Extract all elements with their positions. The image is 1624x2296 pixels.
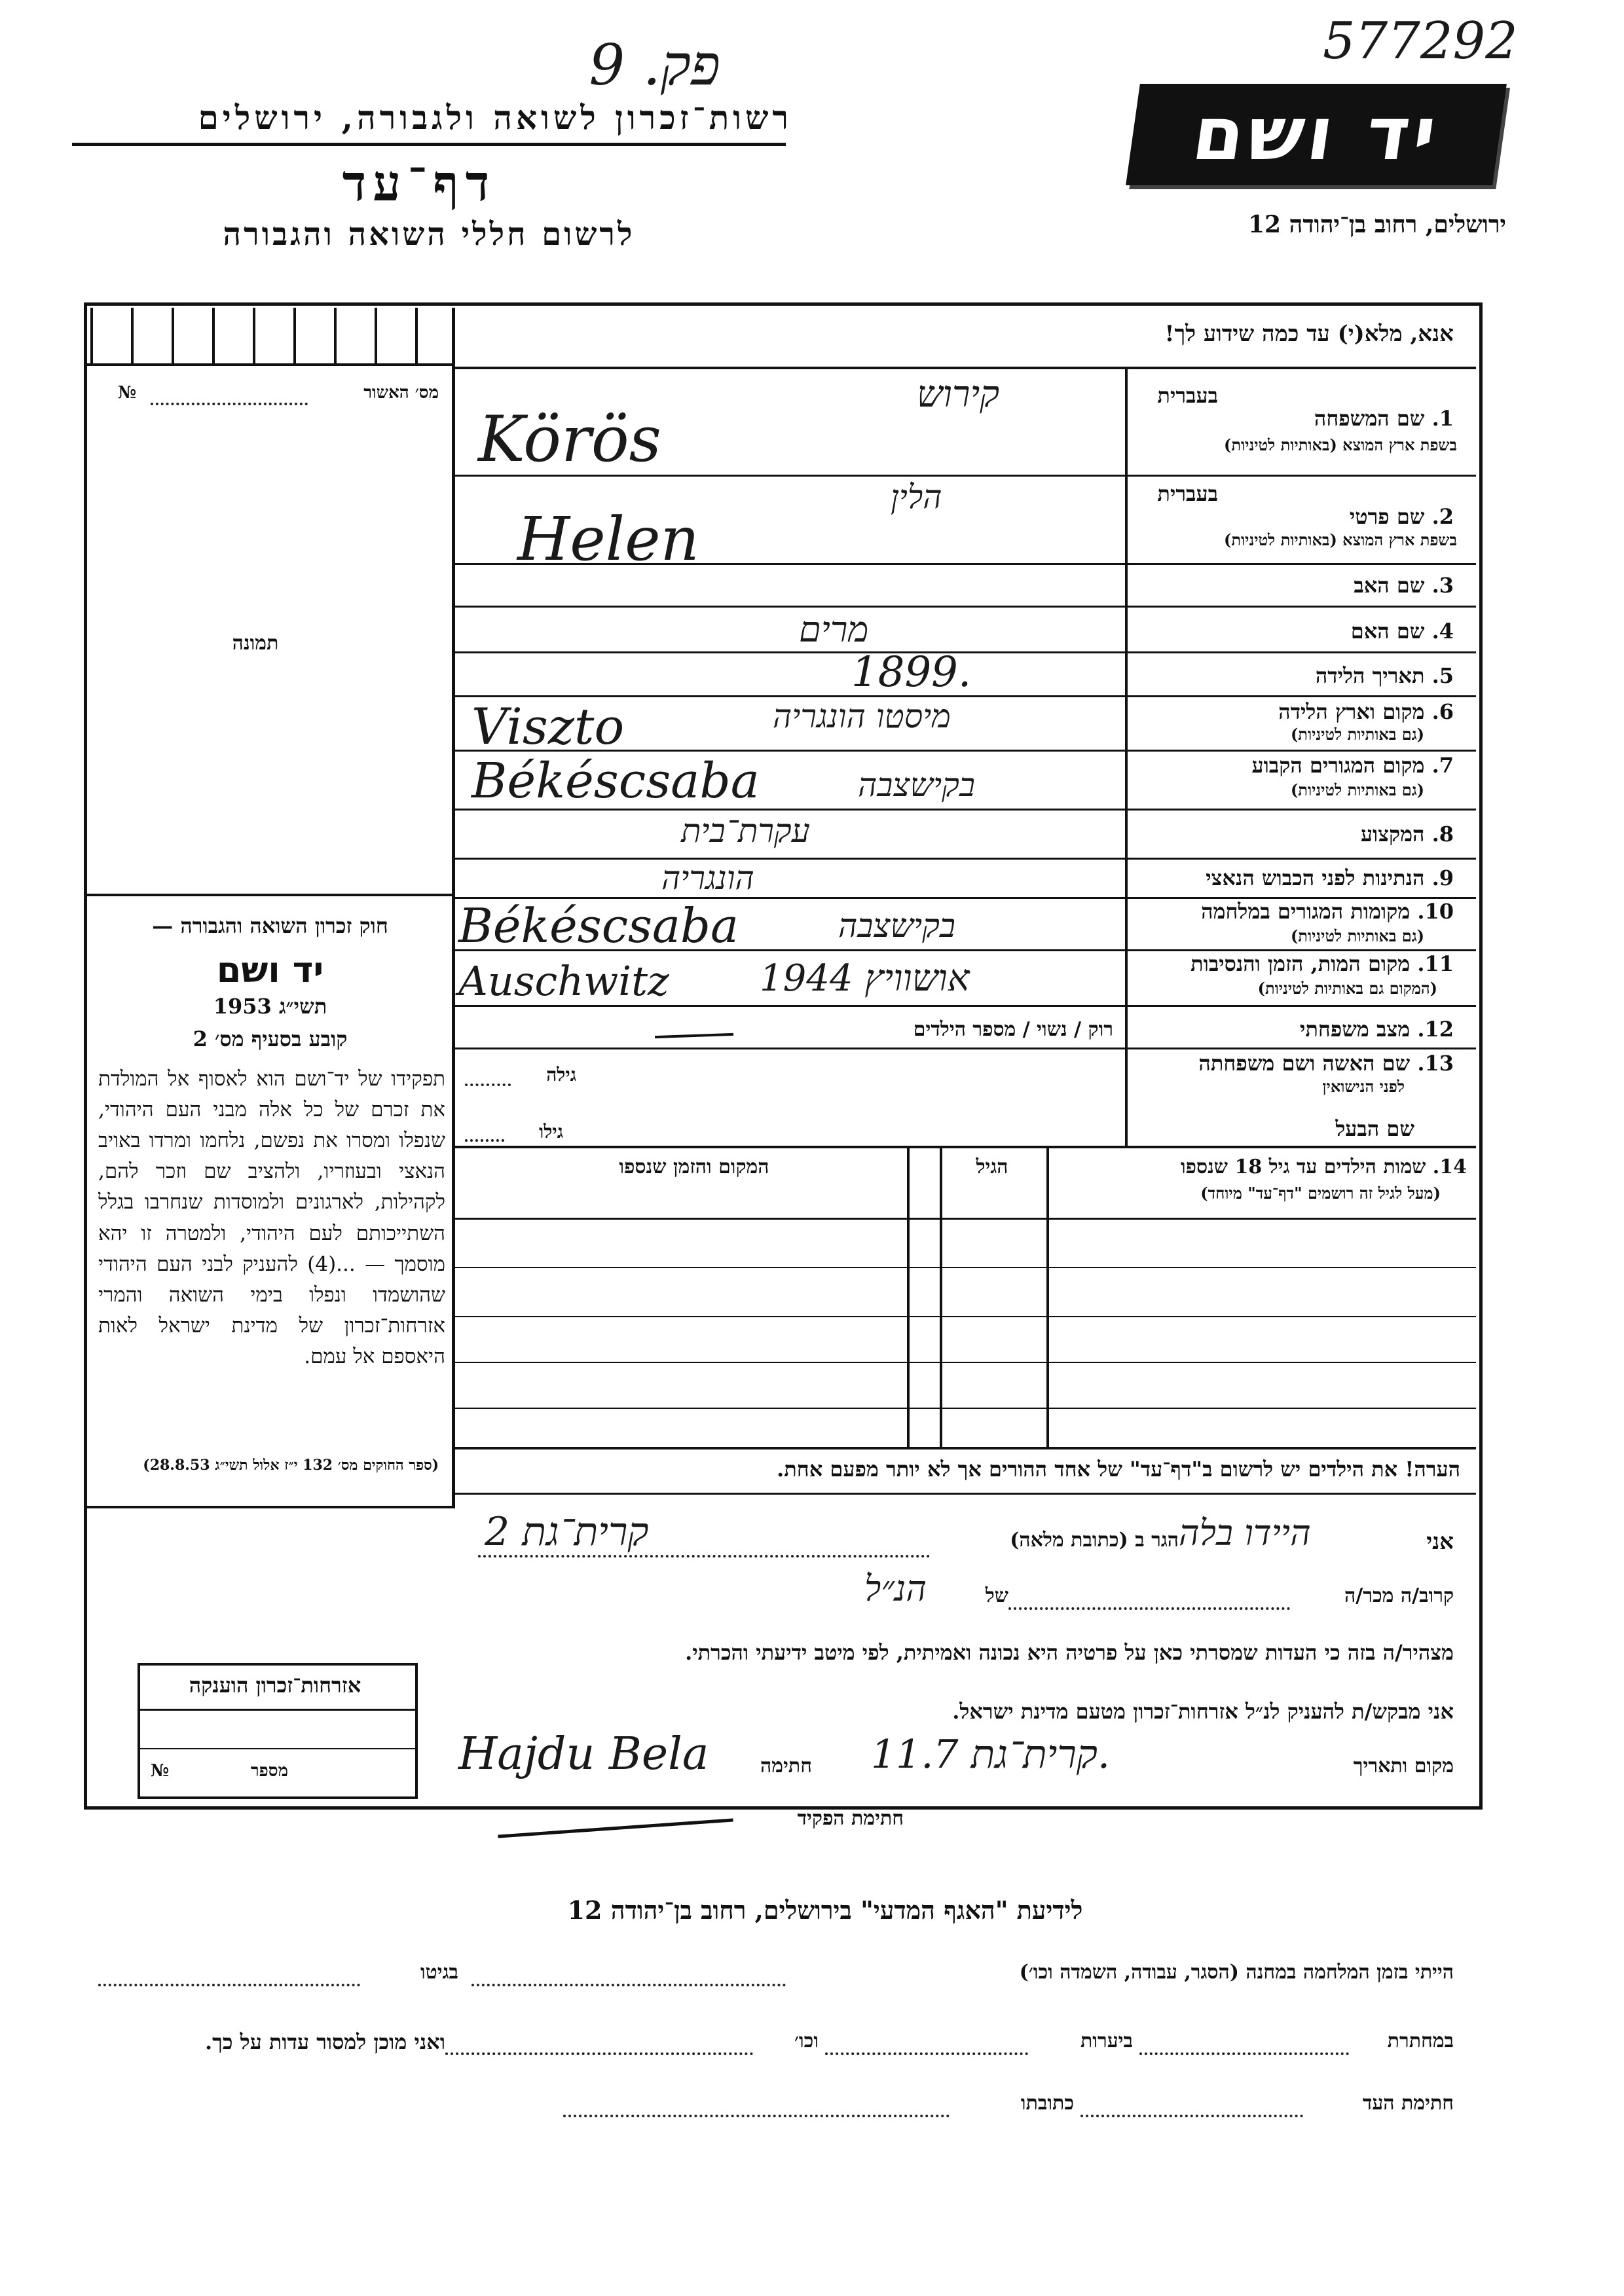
f6-label: 6. מקום וארץ הלידה (1278, 699, 1454, 724)
photo-label: תמונה (232, 632, 279, 655)
footer-line2-ready: ואני מוכן למסור עדות על כך. (204, 2030, 445, 2054)
f6-value-hebrew[interactable]: מיסטו הונגריה (773, 697, 951, 735)
law-body: תפקידו של יד־ושם הוא לאסוף אל המולדת את זכרם של כל אלה מבני העם היהודי, שנפלו ומסרו את נפשם, נלחמו ומרדו באויב הנאצי ובעוזריו, ולהציב שם וזכר להם, לקהילות, לארגונים ולמוסדות שנחרבו בגלל השתייכותם לעם היהודי, ולמטרה זו יהא מוסמך — ...(4) להעניק לבני העם היהודי שהושמדו ונפלו בימי השואה והמרי אזרחות־זכרון של מדינת ישראל לאות היאספם אל עמם. (98, 1067, 445, 1368)
children-bottom-rule (452, 1447, 1476, 1449)
wife-age-label: גילה (546, 1064, 576, 1085)
children-col-2 (940, 1146, 942, 1447)
f7-sub: (גם באותיות לטיניות) (1290, 780, 1424, 799)
citizenship-line (140, 1748, 415, 1749)
wife-age-field[interactable] (465, 1084, 511, 1086)
children-col-3 (907, 1146, 910, 1447)
residing-label: הגר ב (כתובת מלאה) (1010, 1529, 1179, 1552)
f13-sub: לפני הנישואין (1322, 1077, 1405, 1096)
approval-tick-boxes (90, 308, 452, 363)
children-place-header: המקום והזמן שנספו (619, 1156, 769, 1178)
footer-address-field[interactable] (563, 2115, 950, 2117)
row-rule-4 (452, 606, 1476, 608)
f1-sub: בשפת ארץ המוצא (באותיות לטיניות) (1224, 435, 1457, 454)
footer-witness-signature-label: חתימת העד (1362, 2092, 1454, 2115)
footer-line2-etc: וכו׳ (794, 2030, 819, 2052)
row-rule-14 (452, 1146, 1476, 1148)
f1-label: 1. שם המשפחה (1314, 406, 1454, 431)
children-col-1 (1046, 1146, 1049, 1447)
f7-label: 7. מקום המגורים הקבוע (1251, 753, 1454, 778)
children-age-header: הגיל (976, 1156, 1008, 1178)
footer-line2-forests: ביערות (1080, 2030, 1133, 2052)
citizenship-number-label: מספר (250, 1761, 288, 1781)
footer-etc-field[interactable] (445, 2052, 753, 2055)
footer-camp-field[interactable] (471, 1984, 786, 1986)
relative-label: קרוב/ה מכר/ה (1344, 1584, 1454, 1607)
children-names-header: 14. שמות הילדים עד גיל 18 שנספו (1180, 1156, 1467, 1178)
logo-text: יד ושם (1187, 92, 1445, 177)
f2-value-latin[interactable]: Helen (517, 504, 699, 574)
header-address: ירושלים, רחוב בן־יהודה 12 (1247, 211, 1506, 238)
footer-address-label: כתובתו (1020, 2092, 1074, 2115)
f1-value-hebrew[interactable]: קירוש (917, 373, 1000, 416)
footer-ghetto-field[interactable] (98, 1984, 360, 1986)
declaration-text: מצהיר/ה בזה כי העדות שמסרתי כאן על פרטיה היא נכונה ואמיתית, לפי מיטב ידיעתי והכרתי. (685, 1640, 1454, 1665)
header-rule (72, 143, 786, 146)
children-names-subheader: (מעל לגיל זה רושמים "דף־עד" מיוחד) (1200, 1184, 1441, 1203)
f6-sub: (גם באותיות לטיניות) (1290, 725, 1424, 744)
f2-value-hebrew[interactable]: הלין (891, 478, 942, 516)
witness-i-label: אני (1426, 1529, 1454, 1555)
of-value[interactable]: הנ״ל (864, 1568, 927, 1609)
label-column-divider (1125, 367, 1128, 1146)
row-rule-12 (452, 1005, 1476, 1007)
f8-value[interactable]: עקרת־בית (681, 812, 810, 850)
place-date-label: מקום ותאריך (1353, 1755, 1454, 1777)
f11-label: 11. מקום המות, הזמן והנסיבות (1190, 951, 1454, 976)
top-handwritten-note: פק. 9 (589, 33, 720, 98)
footer-line1-camp: הייתי בזמן המלחמה במחנה (הסגר, עבודה, השמדה וכו׳) (1019, 1961, 1454, 1984)
f2-sub: בשפת ארץ המוצא (באותיות לטיניות) (1224, 530, 1457, 549)
f10-value-latin[interactable]: Békéscsaba (458, 898, 739, 953)
row-rule-13 (452, 1048, 1476, 1049)
form-subtitle: לרשום חללי השואה והגבורה (223, 216, 635, 253)
children-rule-2 (452, 1316, 1476, 1317)
children-rule-3 (452, 1362, 1476, 1363)
request-line: אנא, מלא(י) עד כמה שידוע לך! (1164, 321, 1454, 347)
relative-field[interactable] (1008, 1607, 1290, 1610)
request-rule (452, 367, 1476, 369)
citizenship-title: אזרחות־זכרון הוענקה (189, 1673, 361, 1698)
law-box-bottom-rule (87, 1506, 455, 1508)
f7-value-hebrew[interactable]: בקישצבה (858, 766, 975, 804)
signature-label: חתימה (760, 1755, 812, 1777)
footer-witness-signature-field[interactable] (1080, 2115, 1303, 2117)
witness-signature[interactable]: Hajdu Bela (458, 1728, 709, 1780)
f1-value-latin[interactable]: Körös (478, 403, 661, 476)
children-header-rule (452, 1218, 1476, 1220)
approval-number-label: מס׳ האשור (363, 383, 439, 403)
footer-line1-ghetto: בגיטו (420, 1961, 458, 1984)
footer-forests-field[interactable] (825, 2052, 1028, 2055)
f10-label: 10. מקומות המגורים במלחמה (1201, 899, 1454, 924)
approval-no-symbol: № (118, 383, 137, 403)
f10-sub: (גם באותיות לטיניות) (1290, 926, 1424, 945)
citizenship-number-symbol: № (151, 1761, 170, 1781)
f9-value[interactable]: הונגריה (661, 859, 754, 897)
witness-name[interactable]: היידו בלה (1179, 1512, 1311, 1554)
f5-value[interactable]: 1899. (851, 648, 972, 697)
f12-label: 12. מצב משפחתי (1300, 1017, 1454, 1042)
footer-title: לידיעת "האגף המדעי" בירושלים, רחוב בן־יהודה 12 (567, 1895, 1083, 1925)
law-clause: קובע בסעיף מס׳ 2 (193, 1027, 348, 1051)
approval-number-field[interactable] (151, 403, 308, 405)
f1-hebrew-tag: בעברית (1157, 383, 1218, 408)
note-rule (452, 1493, 1476, 1495)
f4-value[interactable]: מרים (799, 609, 869, 650)
left-column-top-rule (87, 363, 455, 366)
row-rule-9 (452, 858, 1476, 860)
place-date-value[interactable]: קרית־גת 11.7. (871, 1732, 1111, 1777)
witness-address[interactable]: קרית־גת 2 (485, 1509, 649, 1555)
f11-sub: (המקום גם באותיות לטיניות) (1257, 979, 1437, 998)
f2-label: 2. שם פרטי (1349, 504, 1454, 529)
law-title: חוק זכרון השואה והגבורה — (152, 913, 388, 938)
f2-hebrew-tag: בעברית (1157, 481, 1218, 506)
children-rule-1 (452, 1267, 1476, 1268)
of-label: של (985, 1584, 1008, 1607)
f9-label: 9. הנתינות לפני הכבוש הנאצי (1206, 866, 1454, 890)
law-box-top-rule (87, 894, 455, 896)
witness-address-field[interactable] (478, 1555, 930, 1558)
f7-value-latin[interactable]: Békéscsaba (471, 753, 760, 809)
officer-signature-label: חתימת הפקיד (797, 1807, 904, 1830)
children-rule-4 (452, 1408, 1476, 1409)
f13-label: 13. שם האשה ושם משפחתה (1198, 1051, 1454, 1076)
husband-label: שם הבעל (1335, 1116, 1414, 1141)
f5-label: 5. תאריך הלידה (1315, 663, 1454, 688)
law-source: (ספר החוקים מס׳ 132 י״ז אלול תשי״ג 28.8.53) (143, 1457, 439, 1474)
law-year: תשי״ג 1953 (213, 994, 327, 1019)
officer-signature-scribble (498, 1818, 733, 1838)
husband-age-label: גילו (539, 1121, 563, 1142)
yad-vashem-logo (1126, 84, 1507, 185)
footer-underground-field[interactable] (1139, 2052, 1349, 2055)
f6-value-latin[interactable]: Viszto (471, 697, 625, 756)
form-title: דף־עד (342, 154, 496, 212)
f10-value-hebrew[interactable]: בקישצבה (838, 907, 955, 945)
husband-age-field[interactable] (465, 1139, 504, 1142)
left-column-divider (452, 308, 455, 1506)
children-note: הערה! את הילדים יש לרשום ב"דף־עד" של אחד ההורים אך לא יותר מפעם אחת. (777, 1457, 1460, 1482)
f8-label: 8. המקצוע (1360, 822, 1454, 847)
citizenship-title-rule (140, 1709, 415, 1711)
authority-line: רשות־זכרון לשואה ולגבורה, ירושלים (198, 98, 792, 137)
f4-label: 4. שם האם (1350, 619, 1454, 644)
footer-line2-underground: במחתרת (1387, 2030, 1454, 2052)
f11-value-latin[interactable]: Auschwitz (458, 957, 669, 1005)
f3-label: 3. שם האב (1354, 573, 1454, 598)
law-name: יד ושם (216, 949, 324, 991)
f12-options: רוק / נשוי / מספר הילדים (913, 1018, 1113, 1041)
request-text: אני מבקש/ת להעניק לנ״ל אזרחות־זכרון מטעם מדינת ישראל. (952, 1699, 1454, 1724)
f11-value-hebrew[interactable]: 1944 אושוויץ (760, 957, 970, 1000)
archive-number: 577292 (1323, 12, 1518, 71)
